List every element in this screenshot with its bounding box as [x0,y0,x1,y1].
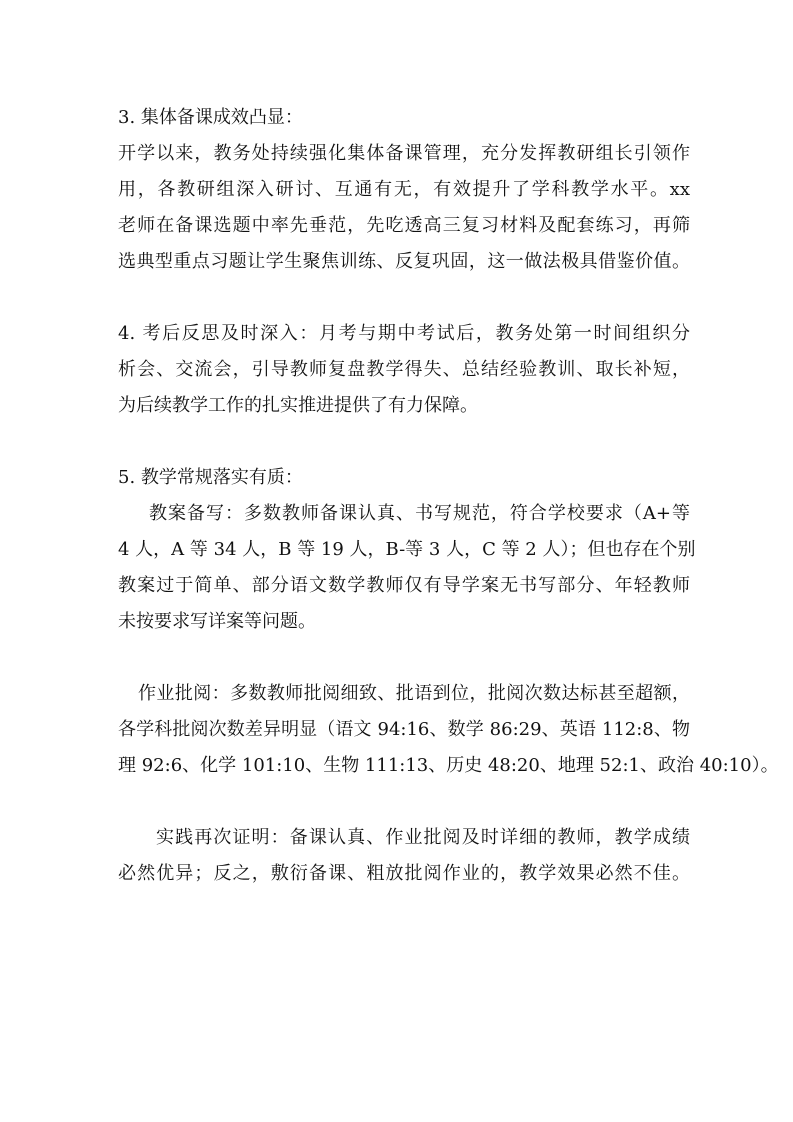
section-3-heading: 3. 集体备课成效凸显： [118,107,303,128]
section-3-line: 选典型重点习题让学生聚焦训练、反复巩固，这一做法极具借鉴价值。 [118,251,690,272]
lesson-plan-line: 未按要求写详案等问题。 [118,611,316,632]
section-3-line: 老师在备课选题中率先垂范，先吃透高三复习材料及配套练习，再筛 [118,215,690,236]
section-3-line: 开学以来，教务处持续强化集体备课管理，充分发挥教研组长引领作 [118,143,690,164]
homework-line: 作业批阅：多数教师批阅细致、批语到位，批阅次数达标甚至超额， [138,683,690,704]
paragraph-gap [118,424,690,460]
section-4-line: 为后续教学工作的扎实推进提供了有力保障。 [118,395,478,416]
homework-line: 各学科批阅次数差异明显（语文 94:16、数学 86:29、英语 112:8、物 [118,719,690,740]
document-page [118,100,779,892]
homework-line: 理 92:6、化学 101:10、生物 111:13、历史 48:20、地理 52:1、政治 40:10）。 [118,755,779,776]
paragraph-gap [118,784,690,820]
conclusion-line: 必然优异；反之，敷衍备课、粗放批阅作业的，教学效果必然不佳。 [118,863,690,884]
section-3-line: 用，各教研组深入研讨、互通有无，有效提升了学科教学水平。xx [118,179,690,200]
section-5-heading: 5. 教学常规落实有质： [118,467,303,488]
lesson-plan-line: 4 人，A 等 34 人，B 等 19 人，B-等 3 人，C 等 2 人）；但也存在个别 [118,539,696,560]
section-4-line: 析会、交流会，引导教师复盘教学得失、总结经验教训、取长补短， [118,359,690,380]
lesson-plan-line: 教案过于简单、部分语文数学教师仅有导学案无书写部分、年轻教师 [118,575,690,596]
lesson-plan-line: 教案备写：多数教师备课认真、书写规范，符合学校要求（A+等 [149,503,690,524]
paragraph-gap [118,640,690,676]
section-4-line: 4. 考后反思及时深入：月考与期中考试后，教务处第一时间组织分 [118,323,690,344]
paragraph-gap [118,280,690,316]
conclusion-line: 实践再次证明：备课认真、作业批阅及时详细的教师，教学成绩 [156,827,690,848]
